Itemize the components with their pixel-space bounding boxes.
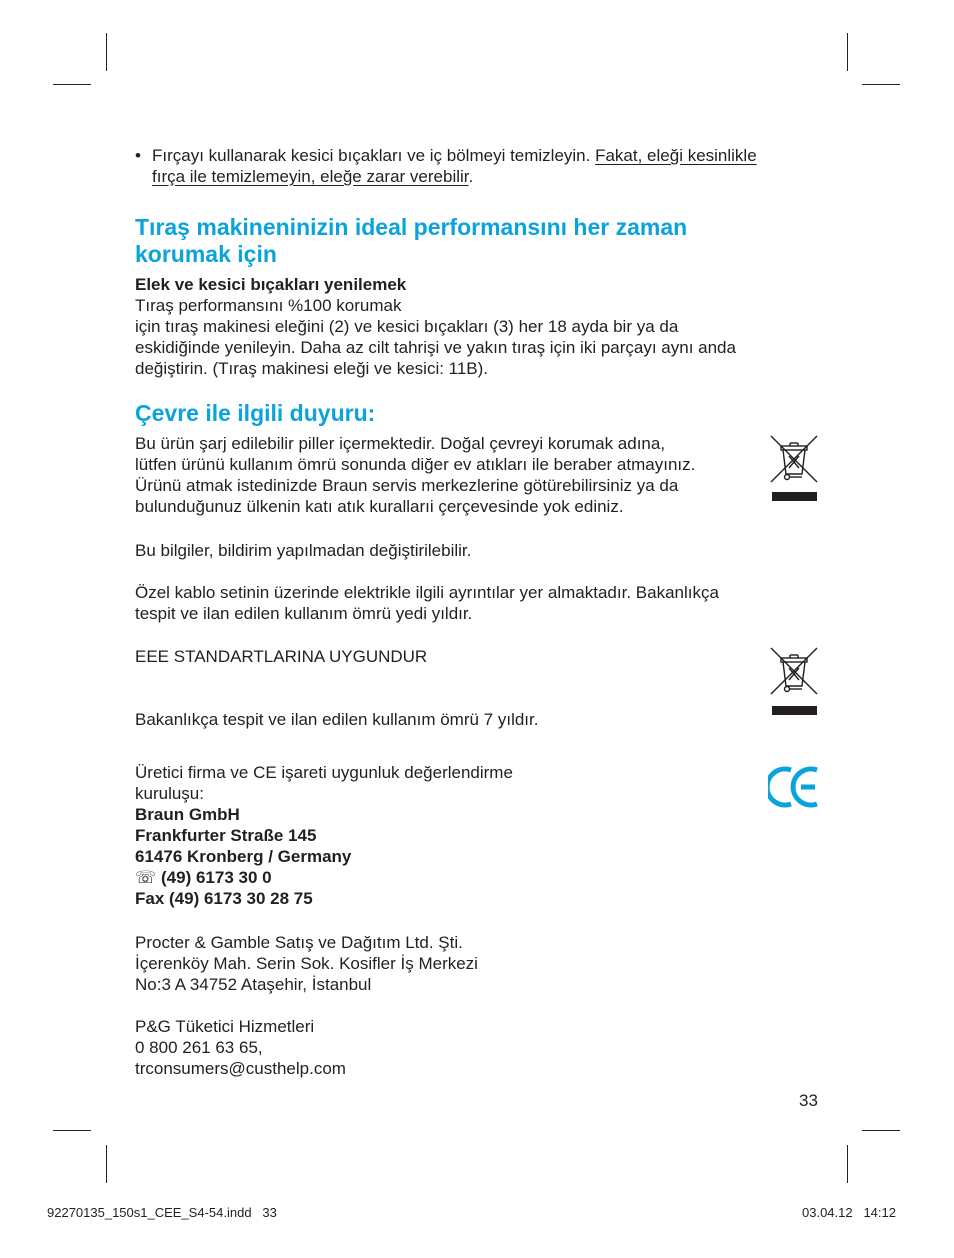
crop-mark [862,84,900,85]
cable-notice: Özel kablo setinin üzerinde elektrikle ilgili ayrıntılar yer almaktadır. Bakanlıkça tespit ve ilan edilen kullanım ömrü yedi yıldır. [135,583,719,623]
crop-mark [106,33,107,71]
phone-icon: ☏ [135,868,157,887]
lifetime-notice: Bakanlıkça tespit ve ilan edilen kullanım ömrü 7 yıldır. [135,710,539,729]
section-heading-performance: Tıraş makineninizin ideal performansını her zaman korumak için [135,214,688,267]
crop-mark [862,1130,900,1131]
phone-number: (49) 6173 30 0 [161,868,272,887]
crop-mark [53,84,91,85]
fax-number: Fax (49) 6173 30 28 75 [135,889,313,908]
section-heading-environment: Çevre ile ilgili duyuru: [135,400,376,426]
footer-file-info: 92270135_150s1_CEE_S4-54.indd 33 [47,1205,277,1220]
footer-date: 03.04.12 14:12 [802,1205,896,1220]
bullet-symbol: • [135,146,141,165]
crop-mark [847,33,848,71]
subheading: Elek ve kesici bıçakları yenilemek [135,275,407,294]
manufacturer-block: Üretici firma ve CE işareti uygunluk değerlendirme kuruluşu: Braun GmbH Frankfurter Straße 145 61476 Kronberg / Germany ☏ (49) 6173 30 0 Fax (49) 6173 30 28 75 [135,762,825,909]
crop-mark [847,1145,848,1183]
bullet-text: Fırçayı kullanarak kesici bıçakları ve iç bölmeyi temizleyin. [152,146,596,165]
crossed-out-wheelie-bin-icon [769,646,819,716]
change-notice: Bu bilgiler, bildirim yapılmadan değiştirilebilir. [135,541,472,560]
performance-text: Elek ve kesici bıçakları yenilemek Tıraş performansını %100 korumak için tıraş makinesi eleğini (2) ve kesici bıçakları (3) her 18 ayda bir ya da eskidiğinde yenileyin. Daha az cilt tahrişi ve yakın tıraş için iki parçayı aynı anda değiştirin. (Tıraş makinesi eleği ve kesici: 11B). [135,274,825,379]
distributor-block: Procter & Gamble Satış ve Dağıtım Ltd. Şti. İçerenköy Mah. Serin Sok. Kosifler İş Merkezi No:3 A 34752 Ataşehir, İstanbul [135,933,478,994]
city-address: 61476 Kronberg / Germany [135,847,352,866]
crop-mark [106,1145,107,1183]
bullet-warning-text: fırça ile temizlemeyin, eleğe zarar verebilir [152,167,469,186]
crossed-out-wheelie-bin-icon [769,434,819,504]
page-number: 33 [799,1091,818,1110]
bullet-warning-text: Fakat, eleği kesinlikle [595,146,757,165]
environment-text: Bu ürün şarj edilebilir piller içermektedir. Doğal çevreyi korumak adına, lütfen ürünü kullanım ömrü sonunda diğer ev atıkları ile beraber atmayınız. Ürünü atmak istedinizde Braun servis merkezlerine götürebilirsiniz ya da bulunduğunuz ülkenin katı atık kurallarıi çerçevesinde yok ediniz. [135,434,696,516]
consumer-services-block: P&G Tüketici Hizmetleri 0 800 261 63 65, trconsumers@custhelp.com [135,1016,825,1079]
eee-compliance: EEE STANDARTLARINA UYGUNDUR [135,647,428,666]
street-address: Frankfurter Straße 145 [135,826,317,845]
crop-mark [53,1130,91,1131]
consumer-email: trconsumers@custhelp.com [135,1059,346,1078]
company-name: Braun GmbH [135,805,240,824]
